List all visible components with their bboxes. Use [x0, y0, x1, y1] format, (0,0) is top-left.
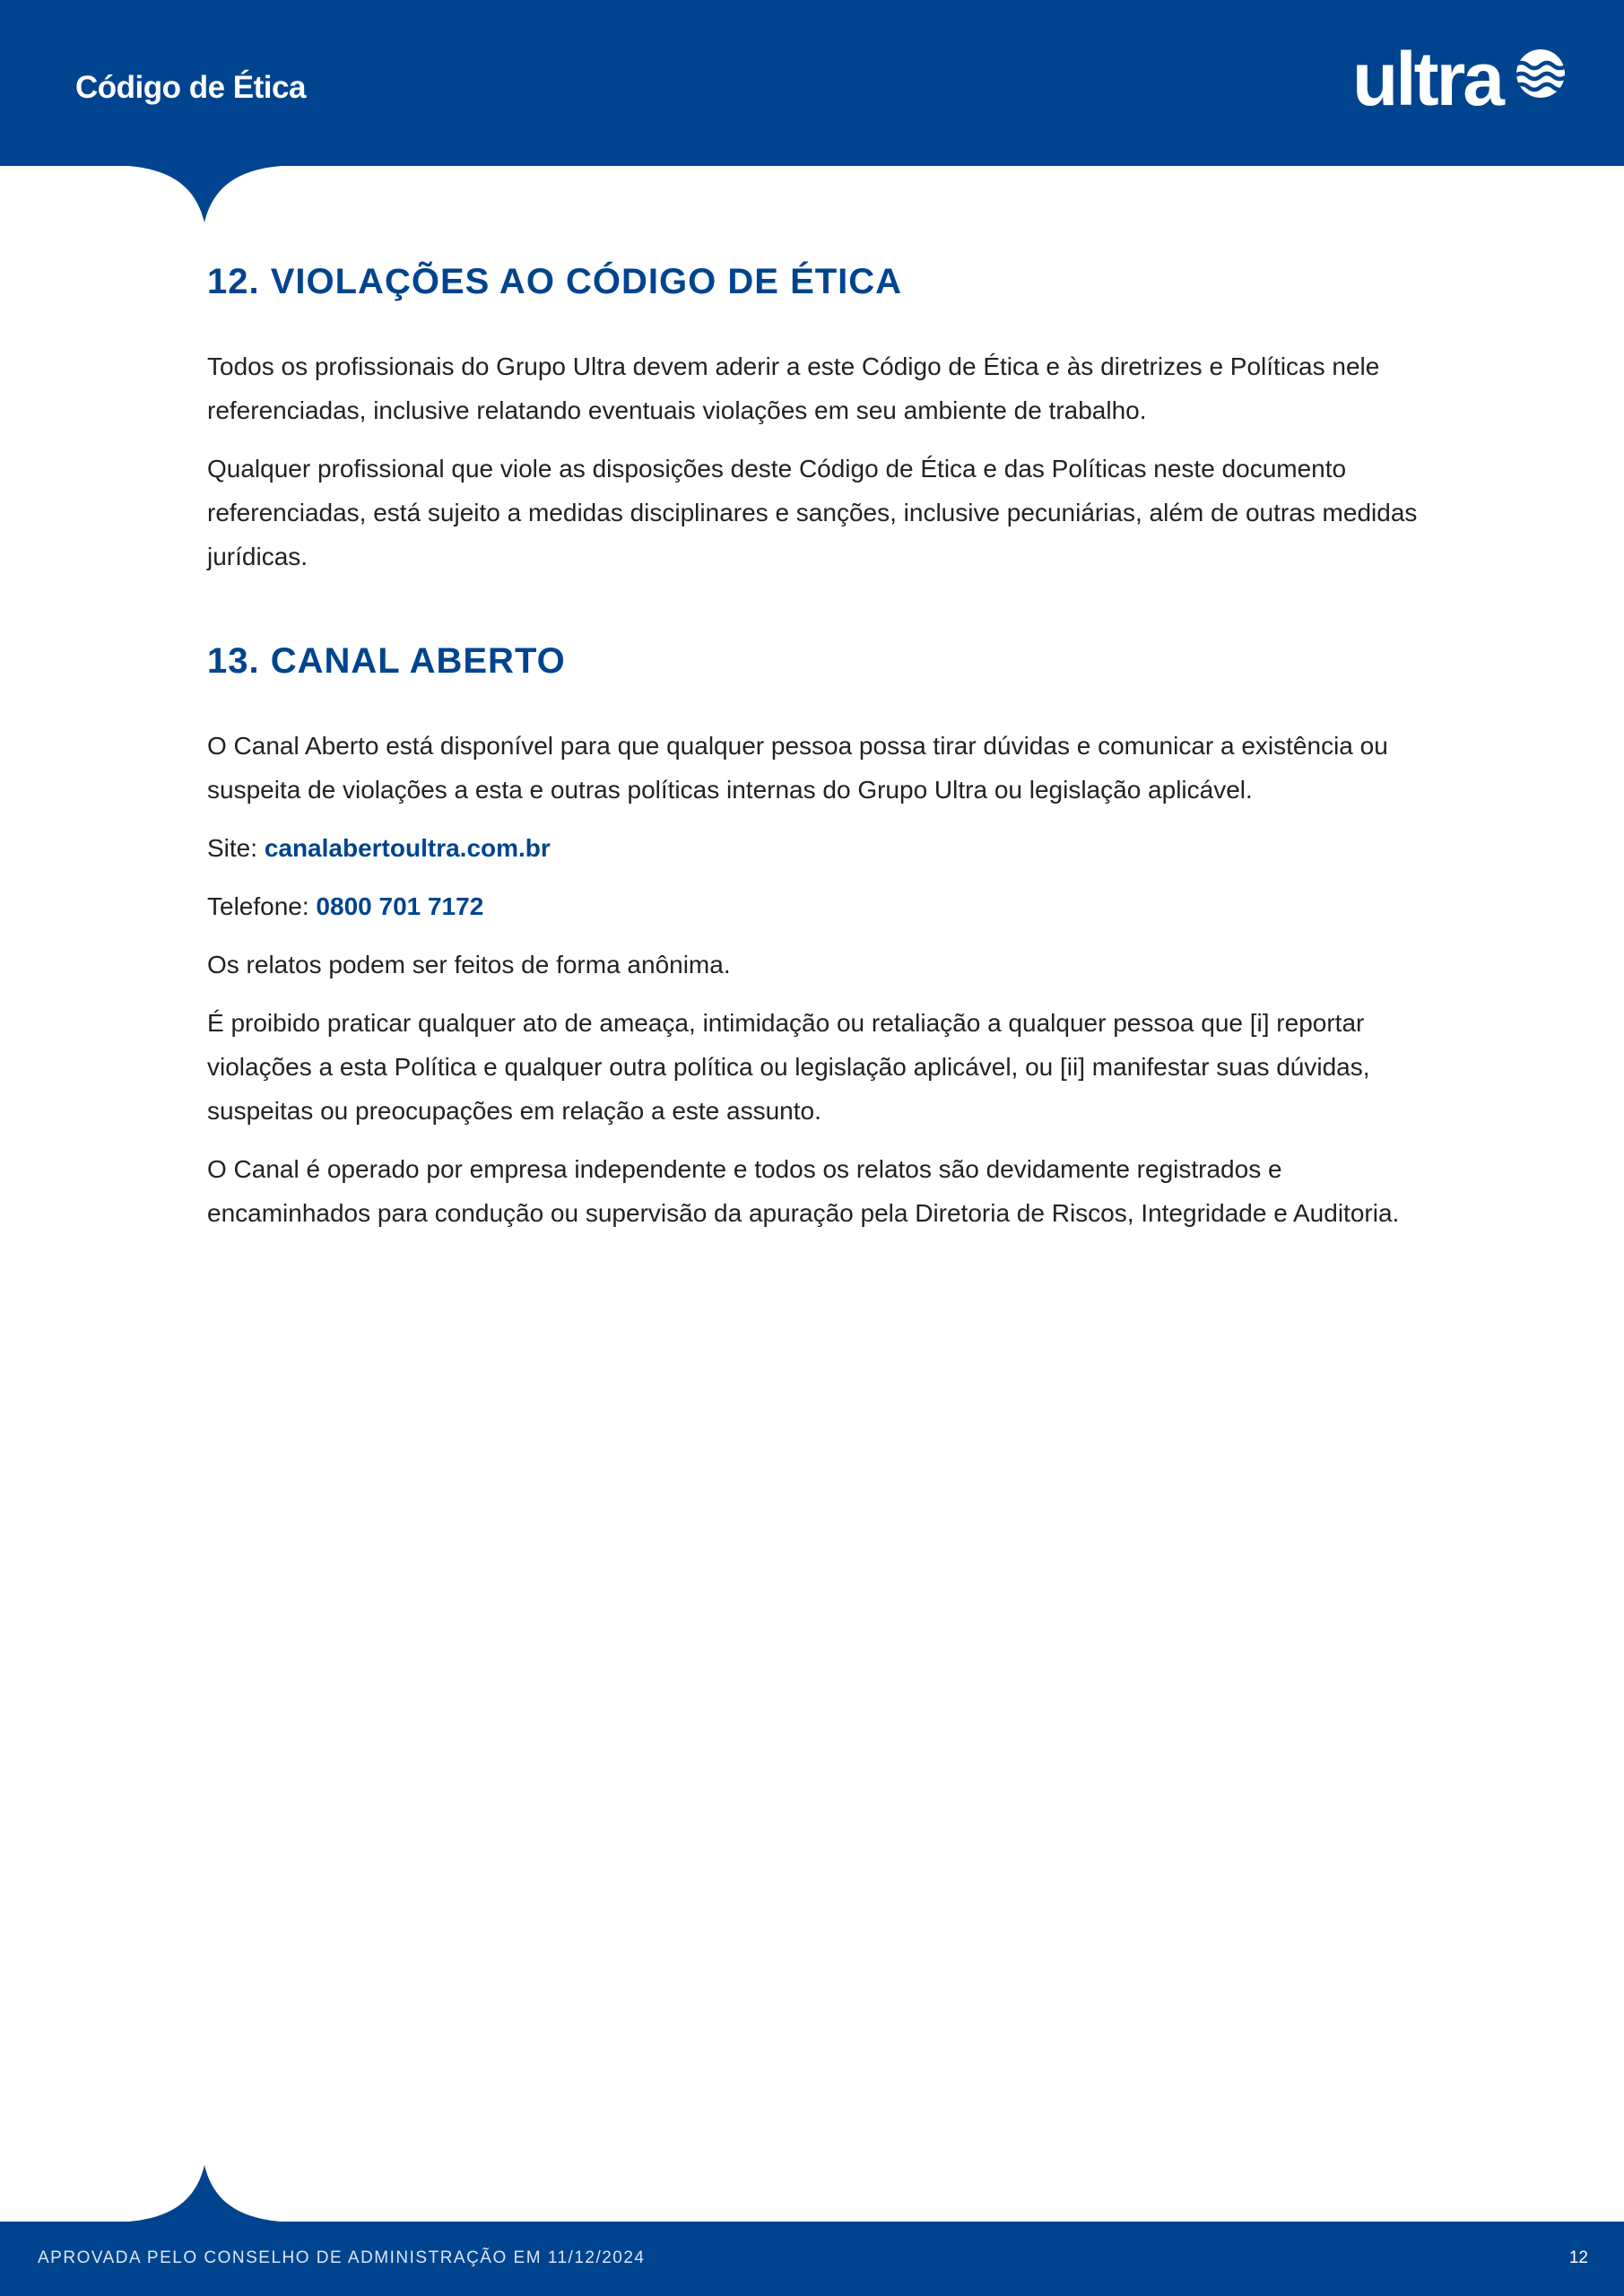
- paragraph-anonymous: Os relatos podem ser feitos de forma anônima.: [207, 951, 731, 978]
- section-heading-violations: 12. VIOLAÇÕES AO CÓDIGO DE ÉTICA: [207, 262, 903, 301]
- main-content: [207, 260, 1427, 1249]
- phone-number-link[interactable]: 0800 701 7172: [316, 892, 484, 920]
- page-footer: [0, 2222, 1624, 2296]
- site-link[interactable]: canalabertoultra.com.br: [264, 834, 551, 862]
- paragraph-sanctions: Qualquer profissional que viole as disposições deste Código de Ética e das Políticas neste documento referenciadas, está sujeito a medidas disciplinares e sanções, inclusive pecuniárias, além de outras medidas jurídicas.: [207, 455, 1418, 570]
- paragraph-operation: O Canal é operado por empresa independente e todos os relatos são devidamente registrados e encaminhados para condução ou supervisão da apuração pela Diretoria de Riscos, Integridade e Auditoria.: [207, 1155, 1400, 1227]
- paragraph-prohibition: É proibido praticar qualquer ato de ameaça, intimidação ou retaliação a qualquer pessoa que [i] reportar violações a esta Política e qualquer outra política ou legislação aplicável, ou [ii] manifestar suas dúvidas, suspeitas ou preocupações em relação a este assunto.: [207, 1009, 1370, 1125]
- page-number: 12: [1568, 2248, 1588, 2267]
- section-heading-canal-aberto: 13. CANAL ABERTO: [207, 641, 566, 681]
- approval-text: APROVADA PELO CONSELHO DE ADMINISTRAÇÃO EM 11/12/2024: [38, 2248, 646, 2267]
- logo-wordmark: ultra: [1352, 37, 1503, 121]
- phone-label: Telefone:: [207, 892, 309, 920]
- document-title: Código de Ética: [75, 70, 306, 105]
- paragraph-canal-intro: O Canal Aberto está disponível para que qualquer pessoa possa tirar dúvidas e comunicar a existência ou suspeita de violações a esta e outras políticas internas do Grupo Ultra ou legislação aplicável.: [207, 732, 1388, 804]
- ultra-wave-logo-icon: [1515, 48, 1566, 99]
- site-label: Site:: [207, 834, 258, 862]
- site-line: [207, 826, 1427, 870]
- phone-line: [207, 884, 1427, 928]
- header-notch-decoration: [108, 165, 303, 224]
- ultra-logo: [1352, 37, 1568, 122]
- paragraph-adherence: Todos os profissionais do Grupo Ultra devem aderir a este Código de Ética e às diretrizes e Políticas nele referenciadas, inclusive relatando eventuais violações em seu ambiente de trabalho.: [207, 352, 1380, 424]
- footer-notch-decoration: [108, 2163, 303, 2222]
- page-header: [0, 0, 1624, 166]
